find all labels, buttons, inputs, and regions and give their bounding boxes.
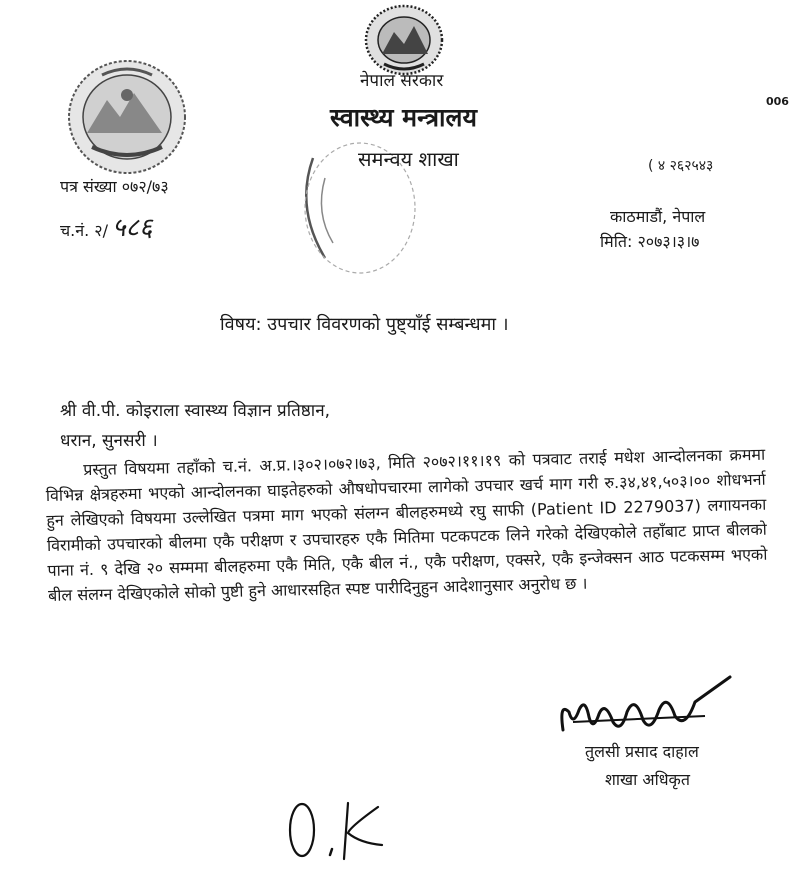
letter-number: पत्र संख्या ०७२/७३ — [60, 177, 169, 196]
signer-name: तुलसी प्रसाद दाहाल — [585, 742, 699, 761]
government-title: नेपाल सरकार — [360, 71, 444, 91]
ministry-emblem — [362, 2, 447, 77]
dispatch-value: ५८६ — [112, 213, 153, 243]
letter-body — [45, 442, 768, 608]
body-paragraph: प्रस्तुत विषयमा तहाँको च.नं. अ.प्र.।३०२।०७२।७३, मिति २०७२।११।१९ को पत्रवाट तराई मधेश आन्दोलनका क्रममा विभिन्न क्षेत्रहरुमा भएको आन्दोलनका घाइतेहरुको औषधोपचारमा लागेको उपचार खर्च माग गरी रु.३४,४१,५०३।०० शोधभर्ना हुन लेखिएको विषयमा उल्लेखित पत्रमा माग भएको संलग्न बीलहरुमध्ये रघु साफी (Patient ID 2279037) लगायनका विरामीको उपचारको बीलमा एकै परीक्षण र उपचारहरु एकै मितिमा पटकपटक लिने गरेको देखिएकोले तहाँबाट प्राप्त बीलको पाना नं. ९ देखि २० सम्ममा बीलहरुमा एकै मिति, एकै बील नं., एकै परीक्षण, एक्सरे, एकै इन्जेक्सन आठ पटकसम्म भएको बील संलग्न देखिएकोले सोको पुष्टी हुने आधारसहित स्पष्ट पारीदिनुहुन आदेशानुसार अनुरोध छ । — [45, 444, 768, 605]
recipient-name: श्री वी.पी. कोइराला स्वास्थ्य विज्ञान प्रतिष्ठान, — [60, 401, 331, 421]
dispatch-label: च.नं. २/ — [60, 221, 109, 240]
office-stamp — [285, 118, 425, 278]
coat-of-arms-emblem — [62, 55, 192, 180]
dispatch-number — [60, 208, 153, 244]
handwritten-signature — [555, 672, 745, 747]
signer-title: शाखा अधिकृत — [605, 770, 690, 789]
office-address: काठमाडौं, नेपाल — [610, 207, 706, 226]
recipient-address: धरान, सुनसरी । — [60, 431, 158, 451]
page-number: 006 — [766, 95, 789, 108]
handwritten-ok-note — [280, 785, 390, 865]
letter-date: मिति: २०७३।३।७ — [600, 232, 700, 251]
phone-number: ( ४ २६२५४३ — [648, 158, 714, 174]
ministry-title: स्वास्थ्य मन्त्रालय — [330, 103, 477, 132]
section-title: समन्वय शाखा — [358, 147, 459, 171]
letter-subject: विषय: उपचार विवरणको पुष्ट्याँई सम्बन्धमा । — [220, 314, 509, 335]
